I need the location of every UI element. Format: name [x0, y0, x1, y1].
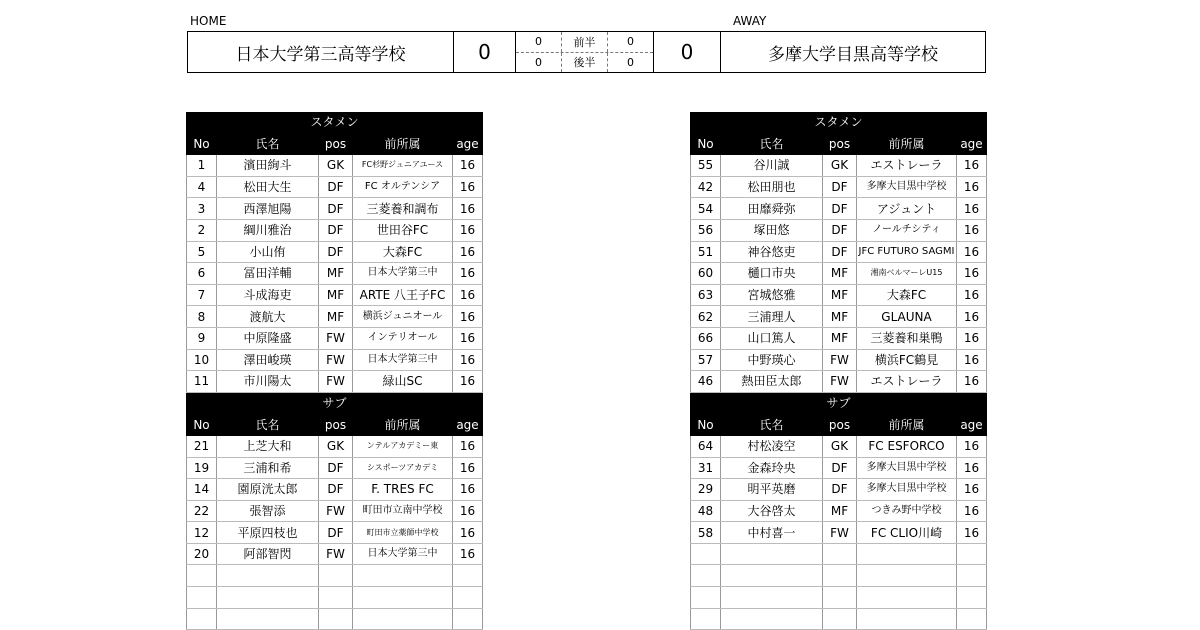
player-name: 小山侑 [217, 241, 319, 263]
player-pos: MF [823, 284, 857, 306]
column-header-prev: 前所属 [353, 133, 453, 155]
table-row [691, 587, 987, 609]
player-name: 三浦理人 [721, 306, 823, 328]
player-name: 中原隆盛 [217, 327, 319, 349]
player-pos [823, 565, 857, 587]
player-no [691, 608, 721, 630]
player-no [691, 587, 721, 609]
first-half-away-score: 0 [627, 35, 634, 49]
player-age: 16 [453, 479, 483, 501]
table-row [187, 565, 483, 587]
player-pos: MF [823, 306, 857, 328]
table-row [187, 543, 483, 565]
table-row [691, 435, 987, 457]
player-pos: DF [319, 457, 353, 479]
player-age: 16 [453, 371, 483, 393]
player-no: 60 [691, 263, 721, 285]
player-pos [823, 587, 857, 609]
away-label: AWAY [733, 14, 767, 28]
section-title: サブ [691, 392, 987, 414]
player-no: 31 [691, 457, 721, 479]
player-age: 16 [453, 500, 483, 522]
player-age: 16 [957, 522, 987, 544]
player-name: 明平英磨 [721, 479, 823, 501]
player-no: 21 [187, 435, 217, 457]
section-title: スタメン [691, 112, 987, 133]
player-age [453, 565, 483, 587]
player-name: 樋口市央 [721, 263, 823, 285]
player-name: 松田朋也 [721, 176, 823, 198]
player-name: 熱田臣太郎 [721, 371, 823, 393]
player-no [187, 565, 217, 587]
player-prev: 大森FC [353, 241, 453, 263]
player-no: 51 [691, 241, 721, 263]
player-age: 16 [957, 198, 987, 220]
subs-section-header [691, 392, 987, 414]
player-name [217, 587, 319, 609]
table-row [691, 327, 987, 349]
table-row [691, 500, 987, 522]
player-pos: FW [823, 371, 857, 393]
player-name [217, 565, 319, 587]
player-prev: 町田市立南中学校 [353, 500, 453, 522]
column-header-name: 氏名 [721, 414, 823, 436]
subs-section-header [187, 392, 483, 414]
player-name: 西澤旭陽 [217, 198, 319, 220]
table-row [187, 608, 483, 630]
player-name [217, 608, 319, 630]
player-no: 6 [187, 263, 217, 285]
player-name: 松田大生 [217, 176, 319, 198]
player-no: 22 [187, 500, 217, 522]
player-prev: インテリオール [353, 327, 453, 349]
player-pos: DF [319, 198, 353, 220]
player-prev: エストレーラ [857, 155, 957, 177]
table-row [187, 155, 483, 177]
player-no: 1 [187, 155, 217, 177]
player-age: 16 [453, 457, 483, 479]
player-pos: FW [319, 500, 353, 522]
player-no: 56 [691, 219, 721, 241]
player-pos: MF [319, 306, 353, 328]
table-row [691, 479, 987, 501]
second-half-away-score: 0 [627, 55, 634, 69]
player-prev: エストレーラ [857, 371, 957, 393]
player-pos: GK [319, 155, 353, 177]
player-name: 阿部智閃 [217, 543, 319, 565]
player-name: 斗成海吏 [217, 284, 319, 306]
player-age: 16 [453, 263, 483, 285]
player-age: 16 [453, 155, 483, 177]
second-half-label: 後半 [561, 53, 608, 73]
table-row [187, 587, 483, 609]
home-roster-table [186, 112, 483, 630]
player-prev: 多摩大目黒中学校 [857, 457, 957, 479]
player-name [721, 587, 823, 609]
player-prev: ンテルアカデミー東 [353, 435, 453, 457]
player-name: 張智添 [217, 500, 319, 522]
player-name: 綱川雅治 [217, 219, 319, 241]
player-name: 渡航大 [217, 306, 319, 328]
player-age: 16 [957, 176, 987, 198]
home-total-score: 0 [454, 32, 516, 72]
player-prev: つきみ野中学校 [857, 500, 957, 522]
player-name: 澤田峻瑛 [217, 349, 319, 371]
player-no: 57 [691, 349, 721, 371]
player-age: 16 [957, 479, 987, 501]
table-row [691, 565, 987, 587]
player-pos: MF [823, 327, 857, 349]
player-pos: FW [823, 522, 857, 544]
table-row [691, 543, 987, 565]
player-pos [319, 565, 353, 587]
player-prev: 大森FC [857, 284, 957, 306]
player-pos: DF [319, 479, 353, 501]
column-header-name: 氏名 [721, 133, 823, 155]
player-age [957, 543, 987, 565]
column-header-prev: 前所属 [857, 133, 957, 155]
player-pos: FW [319, 349, 353, 371]
player-pos: DF [319, 176, 353, 198]
table-row [187, 349, 483, 371]
table-row [187, 284, 483, 306]
player-prev: シスポーツアカデミ [353, 457, 453, 479]
player-name: 山口篤人 [721, 327, 823, 349]
table-row [187, 500, 483, 522]
player-age: 16 [453, 522, 483, 544]
starters-section-header [187, 112, 483, 133]
player-age: 16 [957, 327, 987, 349]
player-age [453, 608, 483, 630]
player-pos: DF [823, 457, 857, 479]
table-row [187, 306, 483, 328]
player-pos: GK [823, 155, 857, 177]
player-no: 3 [187, 198, 217, 220]
player-name: 冨田洋輔 [217, 263, 319, 285]
column-header-name: 氏名 [217, 414, 319, 436]
player-prev [857, 565, 957, 587]
player-name: 三浦和希 [217, 457, 319, 479]
player-pos [319, 608, 353, 630]
player-prev [857, 608, 957, 630]
player-name: 大谷啓太 [721, 500, 823, 522]
column-header-no: No [691, 414, 721, 436]
player-prev [353, 608, 453, 630]
scoreboard [187, 31, 986, 73]
player-pos: DF [823, 219, 857, 241]
player-age: 16 [453, 349, 483, 371]
column-header-age: age [957, 414, 987, 436]
player-age: 16 [957, 284, 987, 306]
player-age: 16 [957, 457, 987, 479]
player-prev: FC杉野ジュニアユース [353, 155, 453, 177]
table-row [691, 349, 987, 371]
player-age [957, 565, 987, 587]
player-pos: DF [823, 198, 857, 220]
player-no: 48 [691, 500, 721, 522]
player-no: 12 [187, 522, 217, 544]
section-title: スタメン [187, 112, 483, 133]
table-row [187, 198, 483, 220]
player-age: 16 [453, 176, 483, 198]
player-age: 16 [957, 263, 987, 285]
player-no: 8 [187, 306, 217, 328]
player-prev: ARTE 八王子FC [353, 284, 453, 306]
column-header-row [187, 133, 483, 155]
player-pos: FW [319, 371, 353, 393]
player-name: 宮城悠雅 [721, 284, 823, 306]
home-label: HOME [190, 14, 227, 28]
player-prev [857, 587, 957, 609]
column-header-age: age [957, 133, 987, 155]
player-prev: アジュント [857, 198, 957, 220]
column-header-no: No [187, 133, 217, 155]
table-row [691, 263, 987, 285]
table-row [691, 457, 987, 479]
table-row [691, 219, 987, 241]
player-prev [353, 565, 453, 587]
player-prev [353, 587, 453, 609]
away-team-name: 多摩大学目黒高等学校 [720, 32, 985, 72]
table-row [691, 608, 987, 630]
column-header-pos: pos [319, 133, 353, 155]
player-age: 16 [453, 306, 483, 328]
player-prev: 日本大学第三中 [353, 263, 453, 285]
player-prev: ノールチシティ [857, 219, 957, 241]
player-no [187, 608, 217, 630]
player-age: 16 [453, 198, 483, 220]
player-prev: 多摩大目黒中学校 [857, 176, 957, 198]
player-name [721, 543, 823, 565]
player-no: 10 [187, 349, 217, 371]
player-prev: JFC FUTURO SAGMI [857, 241, 957, 263]
first-half-home-score: 0 [535, 35, 542, 49]
player-age: 16 [453, 435, 483, 457]
player-age: 16 [453, 284, 483, 306]
table-row [187, 435, 483, 457]
starters-section-header [691, 112, 987, 133]
player-age [957, 608, 987, 630]
player-no: 7 [187, 284, 217, 306]
player-age: 16 [957, 435, 987, 457]
column-header-row [691, 133, 987, 155]
player-name [721, 608, 823, 630]
player-age: 16 [957, 219, 987, 241]
player-no [187, 587, 217, 609]
player-name: 金森玲央 [721, 457, 823, 479]
player-no: 46 [691, 371, 721, 393]
player-age [957, 587, 987, 609]
away-roster-table [690, 112, 987, 630]
player-prev: 町田市立薬師中学校 [353, 522, 453, 544]
player-no: 42 [691, 176, 721, 198]
player-no: 5 [187, 241, 217, 263]
first-half-label: 前半 [561, 32, 608, 52]
column-header-age: age [453, 133, 483, 155]
player-no: 11 [187, 371, 217, 393]
table-row [187, 176, 483, 198]
player-no: 14 [187, 479, 217, 501]
player-prev: 横浜ジュニオール [353, 306, 453, 328]
player-no: 2 [187, 219, 217, 241]
player-pos: DF [319, 522, 353, 544]
player-name [721, 565, 823, 587]
player-name: 谷川誠 [721, 155, 823, 177]
column-header-name: 氏名 [217, 133, 319, 155]
table-row [691, 284, 987, 306]
player-pos: FW [319, 543, 353, 565]
player-no [691, 565, 721, 587]
player-age: 16 [453, 327, 483, 349]
table-row [691, 198, 987, 220]
player-no: 64 [691, 435, 721, 457]
player-prev: 多摩大目黒中学校 [857, 479, 957, 501]
player-pos: FW [823, 349, 857, 371]
player-name: 塚田悠 [721, 219, 823, 241]
player-prev: 日本大学第三中 [353, 349, 453, 371]
player-pos: DF [823, 479, 857, 501]
player-no: 55 [691, 155, 721, 177]
player-prev: 三菱養和調布 [353, 198, 453, 220]
player-pos: DF [319, 241, 353, 263]
player-age: 16 [453, 219, 483, 241]
player-prev: GLAUNA [857, 306, 957, 328]
table-row [691, 155, 987, 177]
column-header-row [187, 414, 483, 436]
player-name: 濱田絢斗 [217, 155, 319, 177]
table-row [187, 263, 483, 285]
table-row [187, 457, 483, 479]
player-pos: DF [823, 176, 857, 198]
player-prev: 日本大学第三中 [353, 543, 453, 565]
player-prev: 三菱養和巣鴨 [857, 327, 957, 349]
player-no [691, 543, 721, 565]
column-header-age: age [453, 414, 483, 436]
column-header-pos: pos [823, 133, 857, 155]
table-row [187, 371, 483, 393]
player-pos: DF [319, 219, 353, 241]
player-pos: GK [319, 435, 353, 457]
second-half-home-score: 0 [535, 55, 542, 69]
table-row [187, 522, 483, 544]
column-header-no: No [187, 414, 217, 436]
player-prev: F. TRES FC [353, 479, 453, 501]
column-header-no: No [691, 133, 721, 155]
table-row [691, 241, 987, 263]
second-half-row [516, 53, 653, 73]
player-age: 16 [957, 349, 987, 371]
player-no: 62 [691, 306, 721, 328]
player-pos: DF [823, 241, 857, 263]
column-header-prev: 前所属 [353, 414, 453, 436]
player-age: 16 [957, 500, 987, 522]
table-row [691, 176, 987, 198]
table-row [691, 522, 987, 544]
player-name: 園原洸太郎 [217, 479, 319, 501]
player-pos: FW [319, 327, 353, 349]
player-no: 54 [691, 198, 721, 220]
table-row [187, 479, 483, 501]
player-name: 市川陽太 [217, 371, 319, 393]
player-name: 中村喜一 [721, 522, 823, 544]
player-prev [857, 543, 957, 565]
player-pos [823, 543, 857, 565]
player-age: 16 [453, 241, 483, 263]
player-name: 中野瑛心 [721, 349, 823, 371]
player-pos: MF [823, 500, 857, 522]
column-header-pos: pos [319, 414, 353, 436]
player-pos: MF [319, 263, 353, 285]
section-title: サブ [187, 392, 483, 414]
player-age: 16 [957, 371, 987, 393]
player-pos: MF [823, 263, 857, 285]
player-name: 村松凌空 [721, 435, 823, 457]
player-prev: 世田谷FC [353, 219, 453, 241]
player-pos: GK [823, 435, 857, 457]
player-no: 66 [691, 327, 721, 349]
player-name: 神谷悠吏 [721, 241, 823, 263]
player-no: 4 [187, 176, 217, 198]
player-no: 29 [691, 479, 721, 501]
player-name: 上芝大和 [217, 435, 319, 457]
player-no: 63 [691, 284, 721, 306]
table-row [187, 241, 483, 263]
table-row [187, 327, 483, 349]
table-row [691, 371, 987, 393]
table-row [691, 306, 987, 328]
player-no: 20 [187, 543, 217, 565]
player-age: 16 [957, 306, 987, 328]
player-name: 平原四枝也 [217, 522, 319, 544]
table-row [187, 219, 483, 241]
player-prev: 湘南ベルマーレU15 [857, 263, 957, 285]
player-name: 田靡舜弥 [721, 198, 823, 220]
player-age: 16 [957, 241, 987, 263]
player-no: 19 [187, 457, 217, 479]
home-team-name: 日本大学第三高等学校 [188, 32, 454, 72]
player-prev: 緑山SC [353, 371, 453, 393]
player-age [453, 587, 483, 609]
player-age: 16 [453, 543, 483, 565]
first-half-row [516, 32, 653, 53]
player-no: 58 [691, 522, 721, 544]
column-header-prev: 前所属 [857, 414, 957, 436]
column-header-row [691, 414, 987, 436]
player-age: 16 [957, 155, 987, 177]
player-pos [319, 587, 353, 609]
away-total-score: 0 [680, 40, 694, 64]
player-prev: 横浜FC鶴見 [857, 349, 957, 371]
player-pos: MF [319, 284, 353, 306]
half-scores [516, 32, 654, 72]
player-pos [823, 608, 857, 630]
player-prev: FC オルテンシア [353, 176, 453, 198]
player-prev: FC CLIO川崎 [857, 522, 957, 544]
player-no: 9 [187, 327, 217, 349]
player-prev: FC ESFORCO [857, 435, 957, 457]
column-header-pos: pos [823, 414, 857, 436]
